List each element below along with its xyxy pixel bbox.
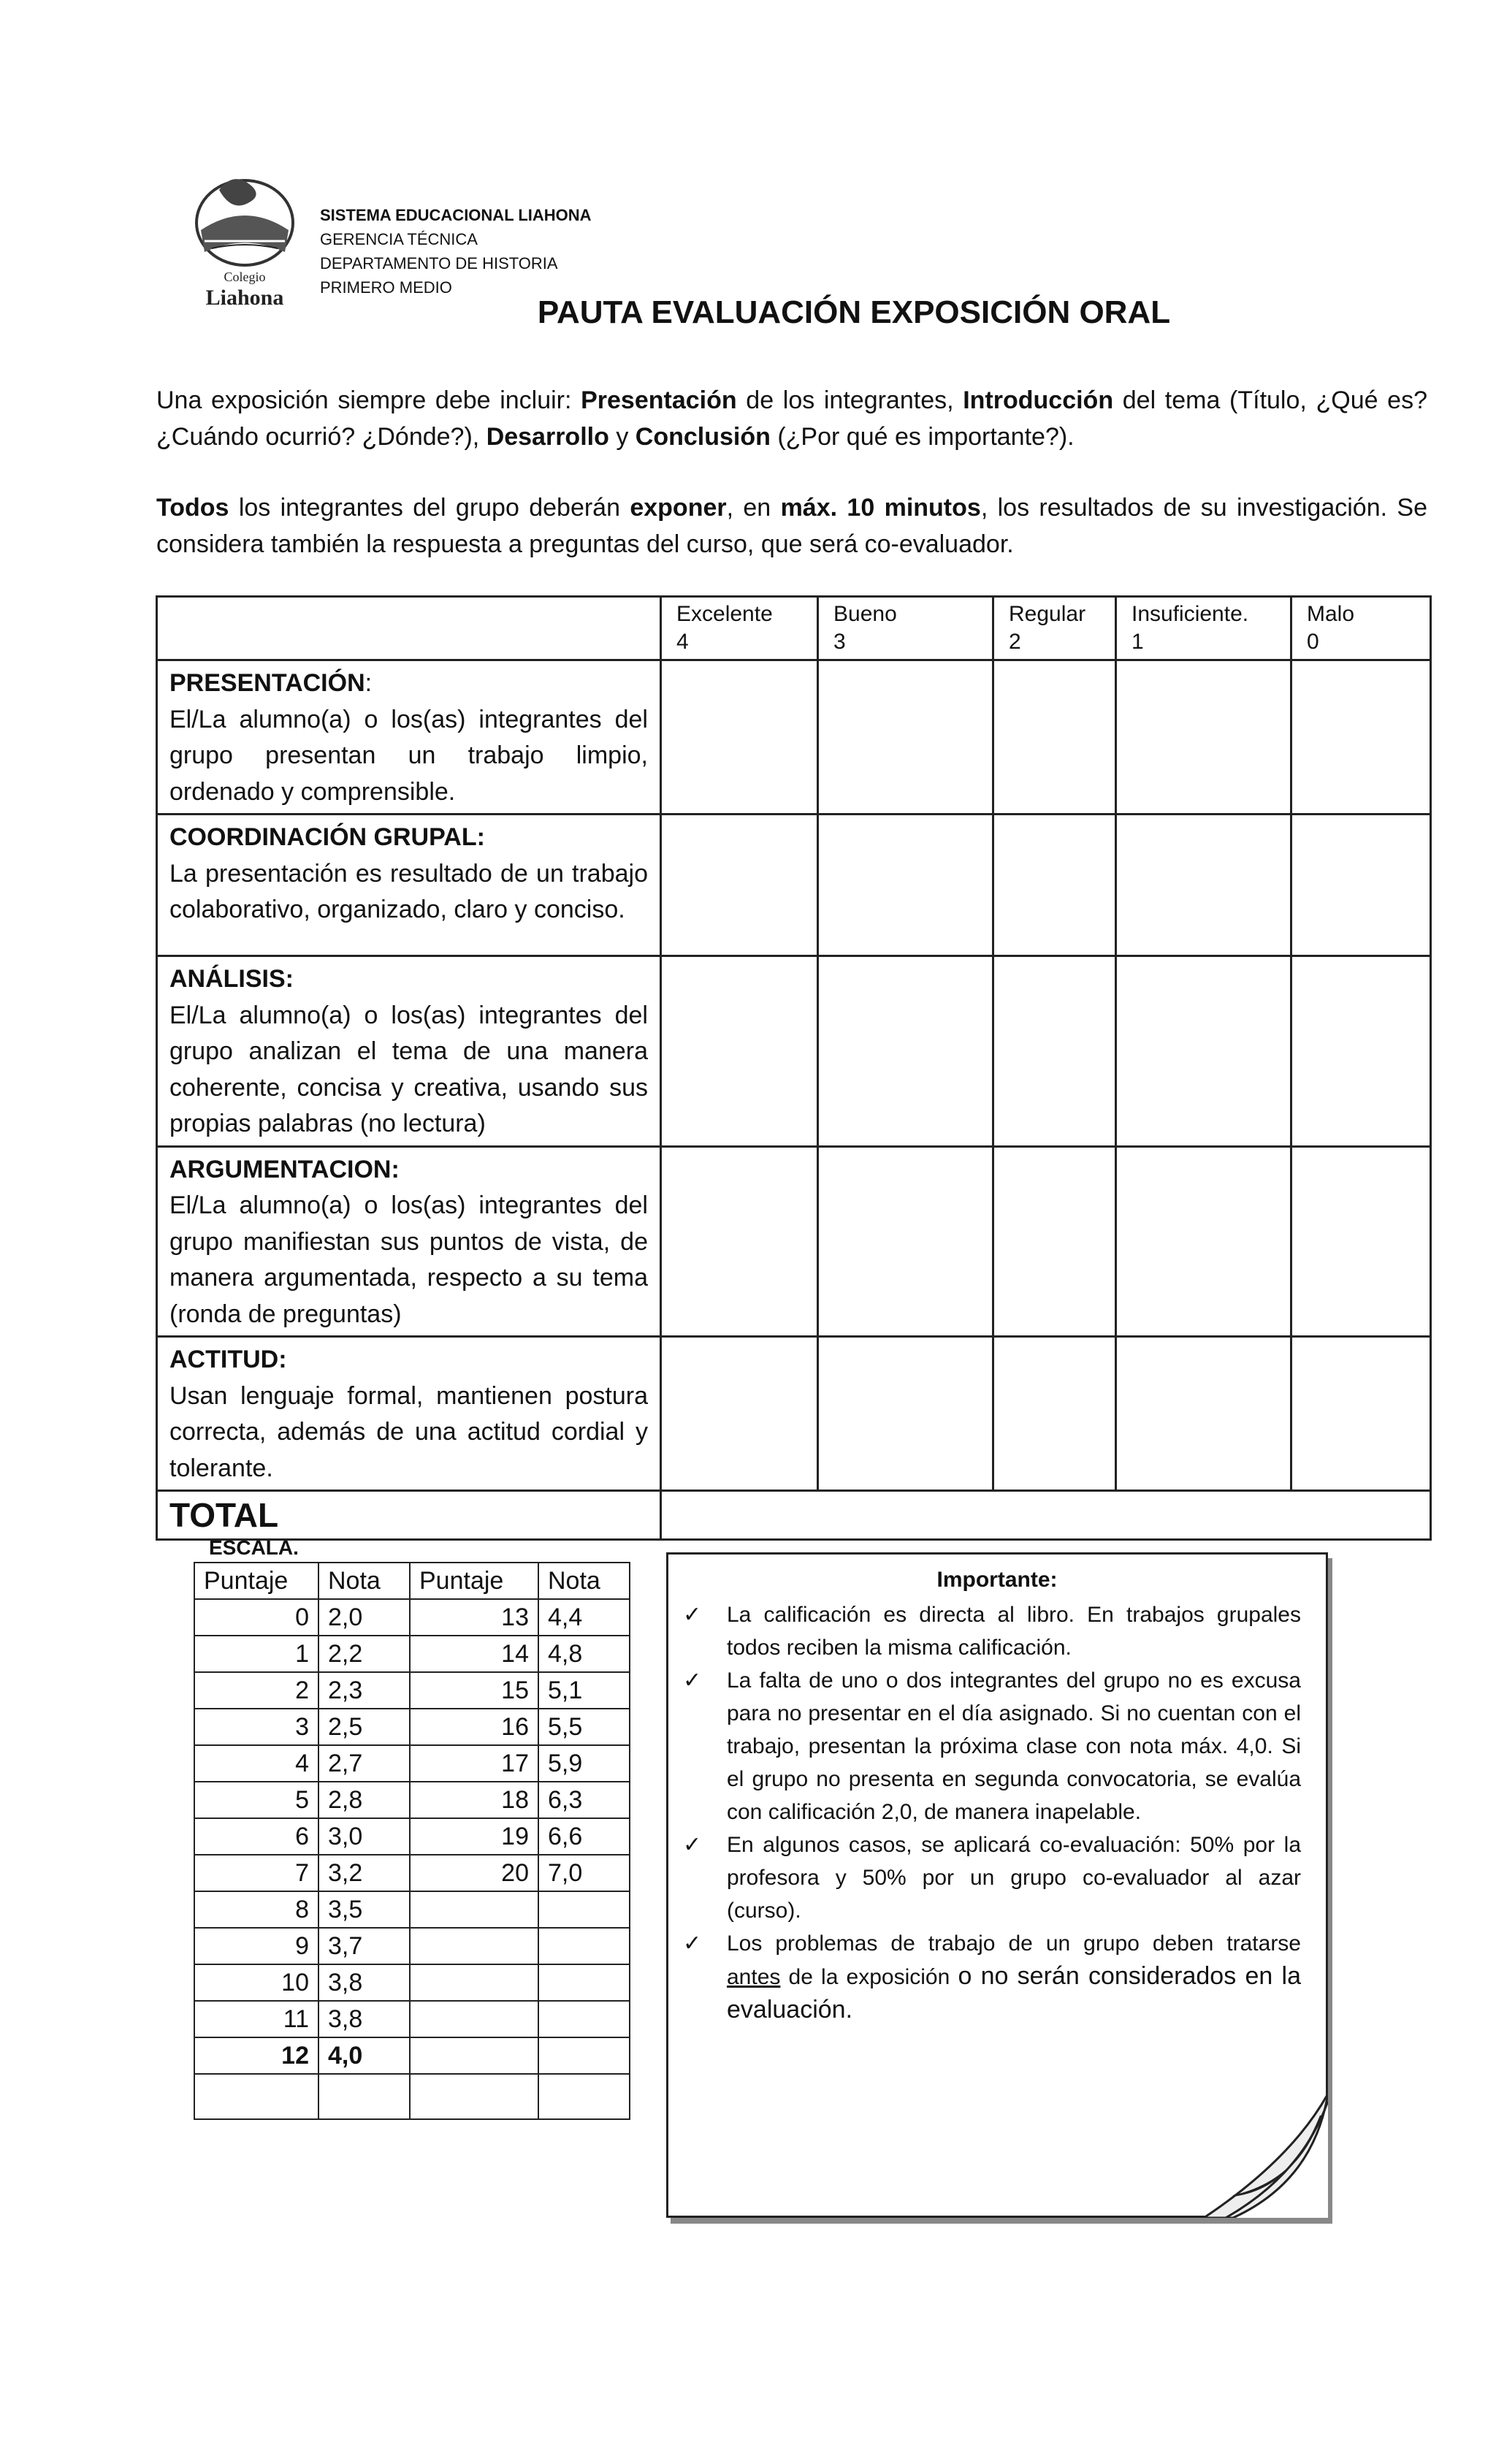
- level-malo: Malo 0: [1291, 597, 1431, 660]
- paragraph-run: , en: [726, 494, 781, 522]
- scale-puntaje-cell: 7: [194, 1855, 318, 1891]
- note-list: [683, 1598, 1302, 2027]
- scale-row: [194, 1928, 630, 1964]
- scale-puntaje-cell: 18: [410, 1782, 538, 1818]
- scale-puntaje-cell: 6: [194, 1818, 318, 1855]
- scale-nota-cell: 3,5: [318, 1891, 410, 1928]
- criterion-presentacion: PRESENTACIÓN: El/La alumno(a) o los(as) integrantes del grupo presentan un trabajo limpio, ordenado y comprensible.: [157, 660, 661, 815]
- rubric-table: [156, 595, 1432, 1541]
- scale-puntaje-cell: [410, 1964, 538, 2001]
- scale-nota-cell: 5,1: [538, 1672, 630, 1709]
- logo-text-liahona: Liahona: [205, 286, 284, 310]
- score-cell[interactable]: [1291, 660, 1431, 815]
- criterion-row-analisis: [157, 956, 1431, 1147]
- score-cell[interactable]: [818, 1337, 993, 1491]
- level-bueno: Bueno 3: [818, 597, 993, 660]
- score-cell[interactable]: [1291, 1146, 1431, 1337]
- scale-row: [194, 1782, 630, 1818]
- score-cell[interactable]: [1291, 1337, 1431, 1491]
- scale-nota-cell: 2,7: [318, 1745, 410, 1782]
- score-cell[interactable]: [661, 956, 818, 1147]
- school-name: SISTEMA EDUCACIONAL LIAHONA: [320, 206, 592, 224]
- scale-row: [194, 1636, 630, 1672]
- total-value-cell[interactable]: [661, 1491, 1431, 1540]
- logo-text-colegio: Colegio: [224, 270, 266, 284]
- checkmark-icon: ✓: [683, 1668, 702, 1693]
- scale-puntaje-cell: 8: [194, 1891, 318, 1928]
- scale-nota-cell: 5,9: [538, 1745, 630, 1782]
- scale-empty-cell: [410, 2074, 538, 2119]
- scale-row: [194, 1745, 630, 1782]
- scale-puntaje-cell: [410, 2037, 538, 2074]
- paragraph-run: Desarrollo: [486, 423, 609, 451]
- paragraph-run: máx. 10 minutos: [780, 494, 981, 522]
- note-item: [683, 1664, 1301, 1828]
- scale-nota-cell: 3,2: [318, 1855, 410, 1891]
- scale-nota-cell: 5,5: [538, 1709, 630, 1745]
- scale-puntaje-cell: 9: [194, 1928, 318, 1964]
- scale-puntaje-cell: 20: [410, 1855, 538, 1891]
- scale-nota-cell: 4,0: [318, 2037, 410, 2074]
- scale-nota-cell: 2,0: [318, 1599, 410, 1636]
- paragraph-run: Conclusión: [635, 423, 771, 451]
- school-department-1: GERENCIA TÉCNICA: [320, 230, 478, 248]
- scale-puntaje-cell: 14: [410, 1636, 538, 1672]
- scale-header-row: [194, 1563, 630, 1599]
- scale-nota-cell: 2,3: [318, 1672, 410, 1709]
- scale-empty-cell: [318, 2074, 410, 2119]
- scale-nota-cell: [538, 1891, 630, 1928]
- scale-puntaje-cell: [410, 2001, 538, 2037]
- paragraph-run: (¿Por qué es importante?).: [770, 423, 1075, 451]
- score-cell[interactable]: [993, 1146, 1116, 1337]
- scale-puntaje-cell: [410, 1928, 538, 1964]
- scale-empty-cell: [194, 2074, 318, 2119]
- scale-row: [194, 1672, 630, 1709]
- scale-header-cell: Puntaje: [410, 1563, 538, 1599]
- scale-nota-cell: [538, 2001, 630, 2037]
- scale-puntaje-cell: 15: [410, 1672, 538, 1709]
- intro-paragraph-2: [156, 489, 1427, 562]
- scale-nota-cell: 3,7: [318, 1928, 410, 1964]
- criterion-row-coordinacion: [157, 815, 1431, 956]
- scale-row: [194, 1709, 630, 1745]
- scale-nota-cell: 3,8: [318, 1964, 410, 2001]
- note-text: Los problemas de trabajo de un grupo deben tratarse: [727, 1931, 1301, 1956]
- paragraph-run: de los integrantes,: [736, 386, 963, 414]
- score-cell[interactable]: [818, 815, 993, 956]
- scale-puntaje-cell: [410, 1891, 538, 1928]
- scale-row: [194, 1891, 630, 1928]
- checkmark-icon: ✓: [683, 1931, 702, 1956]
- note-text: de la exposición: [780, 1965, 958, 1989]
- scale-nota-cell: 4,8: [538, 1636, 630, 1672]
- scale-nota-cell: 7,0: [538, 1855, 630, 1891]
- scale-header-cell: Puntaje: [194, 1563, 318, 1599]
- score-cell[interactable]: [1291, 815, 1431, 956]
- scale-puntaje-cell: 13: [410, 1599, 538, 1636]
- scale-puntaje-cell: 2: [194, 1672, 318, 1709]
- score-cell[interactable]: [818, 956, 993, 1147]
- paragraph-run: Una exposición siempre debe incluir:: [156, 386, 581, 414]
- paragraph-run: Introducción: [963, 386, 1114, 414]
- scale-header-cell: Nota: [538, 1563, 630, 1599]
- scale-nota-cell: 2,8: [318, 1782, 410, 1818]
- scale-puntaje-cell: 0: [194, 1599, 318, 1636]
- note-text: La calificación es directa al libro. En trabajos grupales todos reciben la misma calificación.: [727, 1603, 1301, 1660]
- score-cell[interactable]: [1116, 1337, 1291, 1491]
- note-item: [683, 1927, 1302, 2027]
- criterion-analisis: ANÁLISIS: El/La alumno(a) o los(as) integrantes del grupo analizan el tema de una manera coherente, concisa y creativa, usando sus propias palabras (no lectura): [157, 956, 661, 1147]
- scale-puntaje-cell: 3: [194, 1709, 318, 1745]
- scale-nota-cell: [538, 2037, 630, 2074]
- total-row: [157, 1491, 1431, 1540]
- criterion-actitud: ACTITUD: Usan lenguaje formal, mantienen postura correcta, además de una actitud cordial y tolerante.: [157, 1337, 661, 1491]
- score-cell[interactable]: [993, 1337, 1116, 1491]
- grading-scale-table: [194, 1562, 630, 2120]
- scale-nota-cell: 2,5: [318, 1709, 410, 1745]
- scale-header-cell: Nota: [318, 1563, 410, 1599]
- rubric-header-row: [157, 597, 1431, 660]
- score-cell[interactable]: [993, 815, 1116, 956]
- scale-empty-cell: [538, 2074, 630, 2119]
- scale-puntaje-cell: 17: [410, 1745, 538, 1782]
- paragraph-run: y: [608, 423, 636, 451]
- importante-note: [666, 1552, 1328, 2218]
- note-text: o no serán considerados en la evaluación.: [727, 1962, 1302, 2024]
- page-title: PAUTA EVALUACIÓN EXPOSICIÓN ORAL: [537, 294, 1171, 330]
- scale-puntaje-cell: 4: [194, 1745, 318, 1782]
- scale-puntaje-cell: 16: [410, 1709, 538, 1745]
- note-text: En algunos casos, se aplicará co-evaluación: 50% por la profesora y 50% por un grupo co-evaluador al azar (curso).: [727, 1833, 1301, 1923]
- level-regular: Regular 2: [993, 597, 1116, 660]
- escala-label: ESCALA.: [209, 1536, 299, 1559]
- score-cell[interactable]: [661, 1337, 818, 1491]
- scale-nota-cell: 6,6: [538, 1818, 630, 1855]
- score-cell[interactable]: [818, 1146, 993, 1337]
- scale-nota-cell: [538, 1964, 630, 2001]
- scale-puntaje-cell: 1: [194, 1636, 318, 1672]
- page-curl-decoration: [1204, 2094, 1328, 2218]
- score-cell[interactable]: [661, 1146, 818, 1337]
- paragraph-run: , los resultados de su investigación. Se considera también la respuesta a preguntas del curso, que será co-evaluador.: [156, 494, 1427, 558]
- level-insuficiente: Insuficiente. 1: [1116, 597, 1291, 660]
- scale-puntaje-cell: 19: [410, 1818, 538, 1855]
- score-cell[interactable]: [661, 660, 818, 815]
- scale-row: [194, 1855, 630, 1891]
- criterion-row-actitud: [157, 1337, 1431, 1491]
- scale-puntaje-cell: 5: [194, 1782, 318, 1818]
- scale-puntaje-cell: 11: [194, 2001, 318, 2037]
- score-cell[interactable]: [993, 660, 1116, 815]
- scale-spacer-row: [194, 2074, 630, 2119]
- scale-nota-cell: [538, 1928, 630, 1964]
- note-item: [683, 1828, 1301, 1927]
- scale-nota-cell: 3,0: [318, 1818, 410, 1855]
- scale-row: [194, 2037, 630, 2074]
- scale-puntaje-cell: 10: [194, 1964, 318, 2001]
- scale-nota-cell: 3,8: [318, 2001, 410, 2037]
- school-grade: PRIMERO MEDIO: [320, 278, 452, 297]
- score-cell[interactable]: [1116, 956, 1291, 1147]
- score-cell[interactable]: [1291, 956, 1431, 1147]
- scale-nota-cell: 6,3: [538, 1782, 630, 1818]
- scale-nota-cell: 2,2: [318, 1636, 410, 1672]
- note-text: antes: [727, 1965, 781, 1989]
- scale-row: [194, 1599, 630, 1636]
- note-item: [683, 1598, 1301, 1664]
- checkmark-icon: ✓: [683, 1833, 702, 1857]
- score-cell[interactable]: [1116, 1146, 1291, 1337]
- total-label: TOTAL: [157, 1491, 661, 1540]
- paragraph-run: del tema (Título, ¿Qué es? ¿Cuándo ocurrió? ¿Dónde?),: [156, 386, 1427, 451]
- level-excelente: Excelente 4: [661, 597, 818, 660]
- score-cell[interactable]: [818, 660, 993, 815]
- paragraph-run: Todos: [156, 494, 229, 522]
- rubric-corner-cell: [157, 597, 661, 660]
- score-cell[interactable]: [1116, 815, 1291, 956]
- scale-row: [194, 1964, 630, 2001]
- paragraph-run: los integrantes del grupo deberán: [229, 494, 630, 522]
- scale-row: [194, 2001, 630, 2037]
- scale-puntaje-cell: 12: [194, 2037, 318, 2074]
- school-header: [320, 203, 592, 300]
- criterion-row-presentacion: [157, 660, 1431, 815]
- criterion-row-argumentacion: [157, 1146, 1431, 1337]
- scale-row: [194, 1818, 630, 1855]
- score-cell[interactable]: [1116, 660, 1291, 815]
- checkmark-icon: ✓: [683, 1603, 702, 1627]
- school-department-2: DEPARTAMENTO DE HISTORIA: [320, 254, 558, 272]
- scale-nota-cell: 4,4: [538, 1599, 630, 1636]
- criterion-coordinacion-grupal: COORDINACIÓN GRUPAL: La presentación es resultado de un trabajo colaborativo, organizado, claro y conciso.: [157, 815, 661, 956]
- intro-paragraph-1: [156, 382, 1427, 455]
- note-title: Importante:: [936, 1568, 1058, 1592]
- note-text: La falta de uno o dos integrantes del grupo no es excusa para no presentar en el día asignado. Si no cuentan con el trabajo, presentan la próxima clase con nota máx. 4,0. Si el grupo no presenta en segunda convocatoria, se evalúa con calificación 2,0, de manera inapelable.: [727, 1668, 1301, 1824]
- criterion-argumentacion: ARGUMENTACION: El/La alumno(a) o los(as) integrantes del grupo manifiestan sus puntos de vista, de manera argumentada, respecto a su tema (ronda de preguntas): [157, 1146, 661, 1337]
- score-cell[interactable]: [993, 956, 1116, 1147]
- score-cell[interactable]: [661, 815, 818, 956]
- paragraph-run: exponer: [630, 494, 727, 522]
- paragraph-run: Presentación: [581, 386, 737, 414]
